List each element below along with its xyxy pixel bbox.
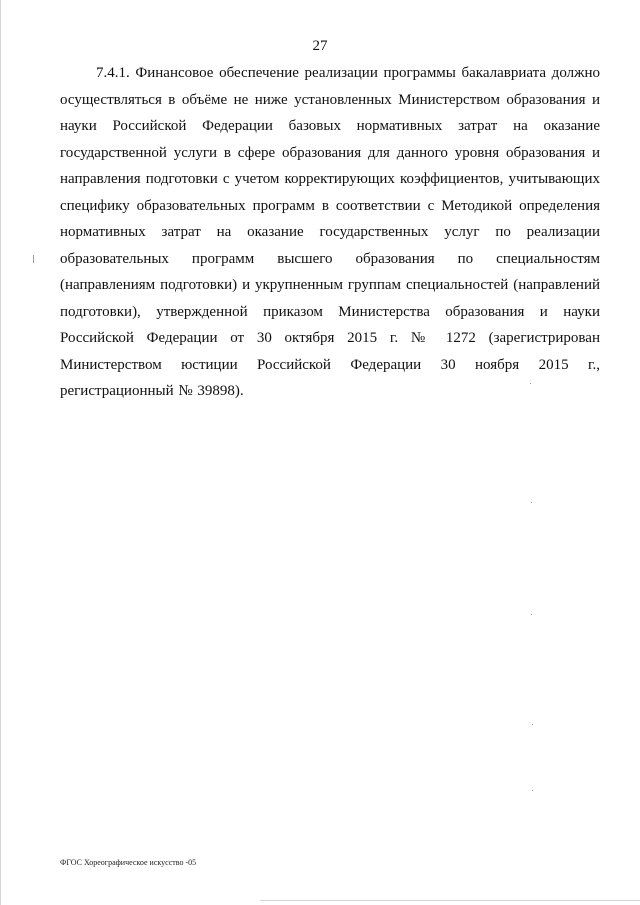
scan-edge-bottom	[260, 900, 640, 901]
page-number: 27	[312, 38, 328, 54]
scan-speck	[532, 724, 533, 725]
scan-speck	[531, 502, 532, 503]
body-paragraph: 7.4.1. Финансовое обеспечение реализации программы бакалавриата должно осуществляться в объёме не ниже установленных Министерством образования и науки Российской Федерации базовых нормативных затрат на оказание государственной услуги в сфере образования для данного уровня образования и направления подготовки с учетом корректирующих коэффициентов, учитывающих специфику образовательных программ в соответствии с Методикой определения нормативных затрат на оказание государственных услуг по реализации образовательных программ высшего образования по специальностям (направлениям подготовки) и укрупненным группам специальностей (направлений подготовки), утвержденной приказом Министерства образования и науки Российской Федерации от 30 октября 2015 г. № 1272 (зарегистрирован Министерством юстиции Российской Федерации 30 ноября 2015 г., регистрационный № 39898).	[60, 65, 600, 399]
scan-edge-left	[0, 0, 1, 905]
scan-speck	[530, 383, 531, 384]
footer-text: ФГОС Хореографическое искусство -05	[60, 858, 197, 867]
scan-speck	[531, 614, 532, 615]
scan-speck	[532, 790, 533, 791]
scan-speck	[33, 255, 34, 263]
